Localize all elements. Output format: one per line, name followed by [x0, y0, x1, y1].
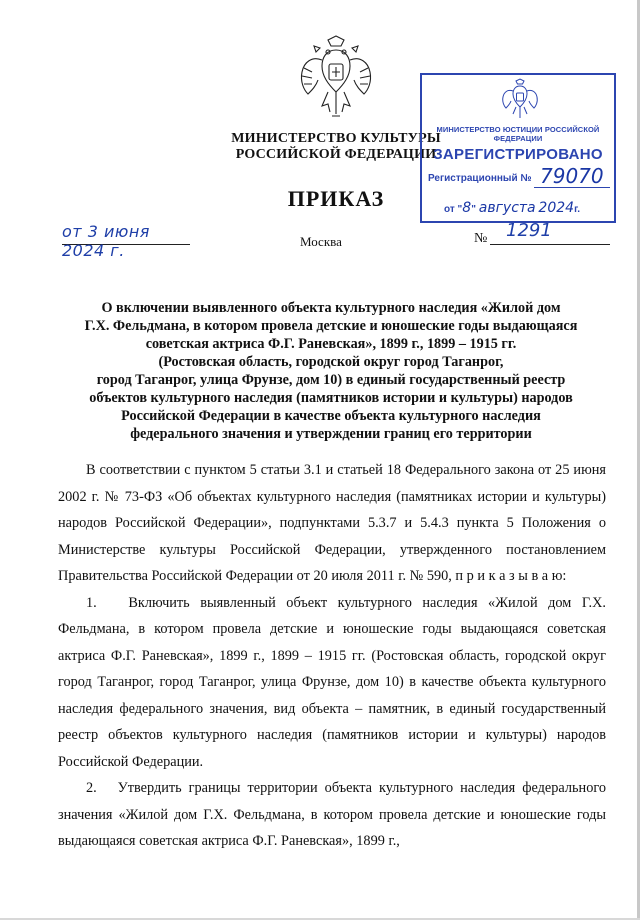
- coat-of-arms-icon: [298, 34, 374, 124]
- stamp-date-day: 8: [462, 200, 472, 216]
- title-line: объектов культурного наследия (памятников истории и культуры) народов: [89, 390, 573, 406]
- stamp-number-underline: [534, 187, 610, 188]
- stamp-date-suffix: г.: [574, 204, 581, 215]
- stamp-organization: МИНИСТЕРСТВО ЮСТИЦИИ РОССИЙСКОЙ ФЕДЕРАЦИИ: [436, 125, 600, 143]
- stamp-date-year: 2024: [538, 200, 575, 216]
- title-line: федерального значения и утверждении границ его территории: [130, 426, 532, 442]
- title-line: Российской Федерации в качестве объекта культурного наследия: [121, 408, 541, 424]
- clause-1-paragraph: 1. Включить выявленный объект культурного наследия «Жилой дом Г.Х. Фельдмана, в котором провела детские и юношеские годы выдающаяся советская актриса Ф.Г. Раневская», 1899 г., 1899 – 1915 гг. (Ростовская область, городской округ город Таганрог, город Таганрог, улица Фрунзе, дом 10) в качестве объекта культурного наследия федерального значения, вид объекта – памятник, в единый государственный реестр объектов культурного наследия (памятников истории и культуры) народов Российской Федерации.: [58, 594, 606, 770]
- clause-2-paragraph: 2. Утвердить границы территории объекта культурного наследия федерального значения «Жилой дом Г.Х. Фельдмана, в котором провела детские и юношеские годы выдающаяся советская актриса Ф.Г. Раневская», 1899 г.,: [58, 780, 606, 849]
- stamp-status: ЗАРЕГИСТРИРОВАНО: [433, 146, 603, 163]
- stamp-emblem-icon: [501, 78, 539, 123]
- number-field: [490, 220, 610, 245]
- preamble-paragraph: В соответствии с пунктом 5 статьи 3.1 и статьей 18 Федерального закона от 25 июня 2002 г. № 73-ФЗ «Об объектах культурного наследия (памятниках истории и культуры) народов Российской Федерации», подпунктами 5.3.7 и 5.4.3 пункта 5 Положения о Министерстве культуры Российской Федерации, утвержденного постановлением Правительства Российской Федерации от 20 июля 2011 г. № 590, п р и к а з ы в а ю:: [58, 462, 606, 584]
- stamp-date-prefix: от ": [444, 204, 463, 215]
- title-line: Г.Х. Фельдмана, в котором провела детские и юношеские годы выдающаяся: [84, 318, 578, 334]
- city: Москва: [300, 234, 342, 249]
- title-line: город Таганрог, улица Фрунзе, дом 10) в единый государственный реестр: [96, 372, 566, 388]
- stamp-date-mid: ": [471, 204, 476, 215]
- stamp-reg-number: 79070: [540, 164, 604, 188]
- handwritten-date: от 3 июня 2024 г.: [62, 222, 150, 260]
- stamp-reg-label: Регистрационный №: [428, 173, 532, 184]
- registration-stamp: [420, 73, 616, 223]
- title-line: советская актриса Ф.Г. Раневская», 1899 г., 1899 – 1915 гг.: [145, 336, 517, 352]
- document-type: ПРИКАЗ: [287, 186, 385, 211]
- ministry-line-1: МИНИСТЕРСТВО КУЛЬТУРЫ: [231, 131, 441, 146]
- order-body: [58, 457, 606, 855]
- order-title: [58, 299, 604, 443]
- handwritten-number: 1291: [506, 220, 552, 241]
- ministry-line-2: РОССИЙСКОЙ ФЕДЕРАЦИИ: [235, 147, 437, 162]
- stamp-date: [444, 200, 580, 216]
- title-line: (Ростовская область, городской округ город Таганрог,: [158, 354, 504, 370]
- stamp-date-month: августа: [478, 200, 536, 216]
- number-label: №: [474, 231, 488, 246]
- date-field: [62, 222, 190, 260]
- title-line: О включении выявленного объекта культурного наследия «Жилой дом: [101, 300, 561, 316]
